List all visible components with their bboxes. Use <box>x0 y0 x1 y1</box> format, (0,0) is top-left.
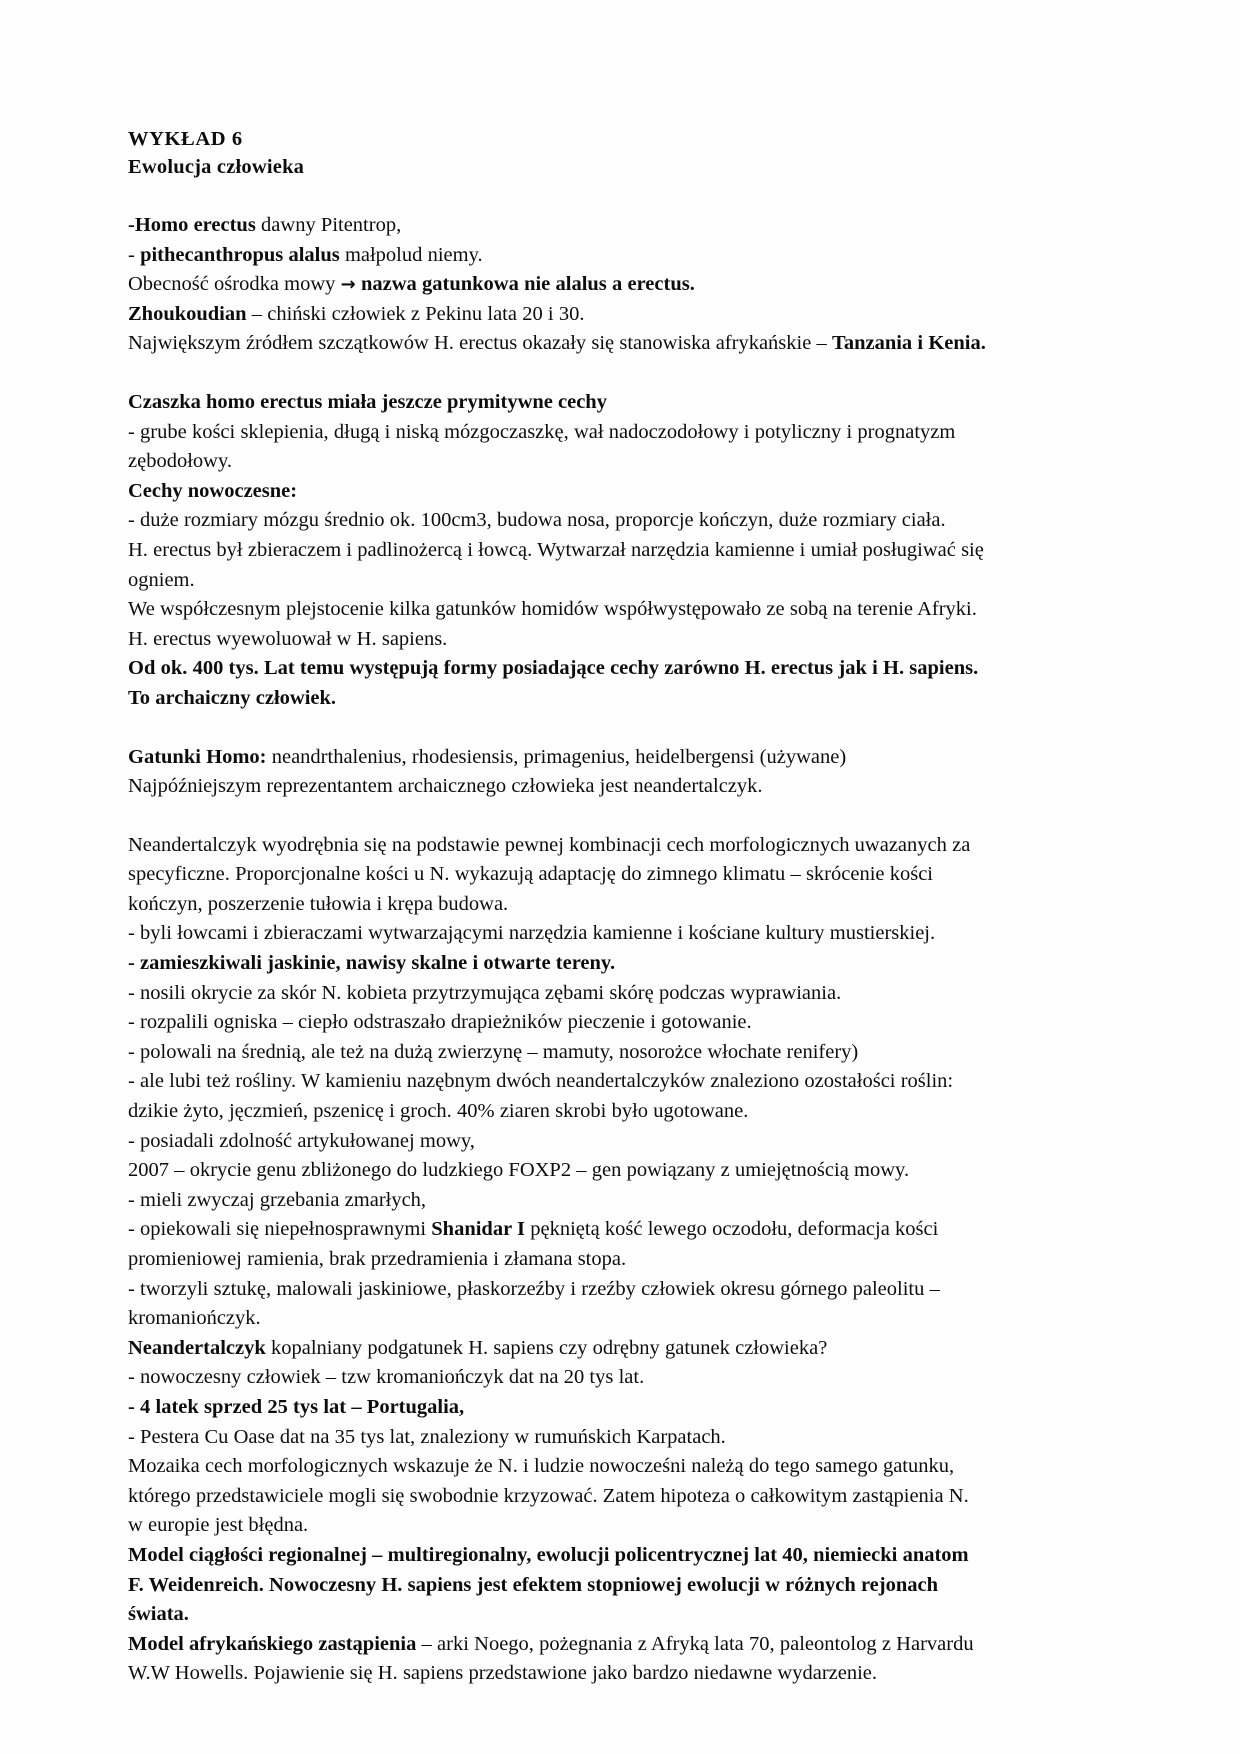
list-item-shanidar <box>128 1215 988 1274</box>
list-item-portugalia: - 4 latek sprzed 25 tys lat – Portugalia, <box>128 1395 465 1418</box>
term-pithecanthropus-alalus: pithecanthropus alalus <box>140 243 340 266</box>
term-gatunki-homo: Gatunki Homo: <box>128 745 267 768</box>
text-homo-erectus-rest: dawny Pitentrop, <box>255 214 402 236</box>
text-zhoukoudian-rest: – chiński człowiek z Pekinu lata 20 i 30. <box>246 302 585 325</box>
paragraph-duze-rozmiary-mozgu: - duże rozmiary mózgu średnio ok. 100cm3, budowa nosa, proporcje kończyn, duże rozmiary ciała. <box>128 509 946 532</box>
text-opiekowali-sie: - opiekowali się niepełnosprawnymi <box>128 1218 432 1241</box>
paragraph-model-afrykanskiego-zastapienia <box>128 1630 988 1689</box>
term-tanzania-kenia: Tanzania i Kenia. <box>832 332 986 355</box>
page-subtitle: Ewolucja człowieka <box>128 156 305 178</box>
text-gatunki-homo-list: neandrthalenius, rhodesiensis, primagenius, heidelbergensi (używane) <box>266 745 847 768</box>
paragraph-zbieracz-padlinozerca: H. erectus był zbieraczem i padlinożercą i łowcą. Wytwarzał narzędzia kamienne i umiał posługiwać się ogniem. <box>128 538 984 591</box>
list-item-okrycie-ze-skor: - nosili okrycie za skór N. kobieta przytrzymująca zębami skórę podczas wyprawiania. <box>128 981 842 1004</box>
section-heading-cechy-nowoczesne: Cechy nowoczesne: <box>128 479 298 502</box>
paragraph-mozaika-cech: Mozaika cech morfologicznych wskazuje że N. i ludzie nowocześni należą do tego samego gatunku, którego przedstawiciele mogli się swobodnie krzyzować. Zatem hipoteza o całkowitym zastąpienia N. w europie jest błędna. <box>128 1455 969 1537</box>
paragraph-prymitywne-cechy: - grube kości sklepienia, długą i niską mózgoczaszkę, wał nadoczodołowy i potyliczny i prognatyzm zębodołowy. <box>128 420 956 473</box>
paragraph-gatunki-homo <box>128 743 988 773</box>
paragraph-archaiczny-czlowiek: Od ok. 400 tys. Lat temu występują formy posiadające cechy zarówno H. erectus jak i H. sapiens. To archaiczny człowiek. <box>128 657 979 709</box>
document-body <box>128 126 988 1689</box>
bullet-dash-pithecanthropus: - <box>128 243 141 266</box>
text-pithecanthropus-rest: małpolud niemy. <box>339 243 483 266</box>
term-homo-erectus: -Homo erectus <box>128 214 256 236</box>
text-model-afrykanskiego-rest: – arki Noego, pożegnania z Afryką lata 70, paleontolog z Harvardu W.W Howells. Pojawienie się H. sapiens przedstawione jako bardzo niedawne wydarzenie. <box>128 1632 974 1685</box>
text-osrodek-mowy: Obecność ośrodka mowy <box>128 273 341 296</box>
term-zhoukoudian: Zhoukoudian <box>128 302 247 325</box>
list-item-jaskinie: - zamieszkiwali jaskinie, nawisy skalne i otwarte tereny. <box>128 952 616 975</box>
list-item-pestera-cu-oase: - Pestera Cu Oase dat na 35 tys lat, znaleziony w rumuńskich Karpatach. <box>128 1425 726 1448</box>
section-heading-czaszka: Czaszka homo erectus miała jeszcze prymitywne cechy <box>128 390 607 413</box>
list-item-sztuka: - tworzyli sztukę, malowali jaskiniowe, płaskorzeźby i rzeźby człowiek okresu górnego paleolitu – kromaniończyk. <box>128 1277 940 1330</box>
list-item-polowania: - polowali na średnią, ale też na dużą zwierzynę – mamuty, nosorożce włochate renifery) <box>128 1040 859 1063</box>
list-item-lowcy-zbieracze: - byli łowcami i zbieraczami wytwarzającymi narzędzia kamienne i kościane kultury mustierskiej. <box>128 922 936 945</box>
paragraph-najpozniejszy-reprezentant: Najpóźniejszym reprezentantem archaicznego człowieka jest neandertalczyk. <box>128 775 763 798</box>
list-item-mowa-artykulowana: - posiadali zdolność artykułowanej mowy, <box>128 1129 475 1152</box>
text-nazwa-gatunkowa: nazwa gatunkowa nie alalus a erectus. <box>355 273 695 296</box>
paragraph-homo-erectus <box>128 211 988 359</box>
term-model-afrykanskiego-zastapienia: Model afrykańskiego zastąpienia <box>128 1632 417 1655</box>
list-item-foxp2: 2007 – okrycie genu zbliżonego do ludzkiego FOXP2 – gen powiązany z umiejętnością mowy. <box>128 1159 910 1182</box>
list-item-rosliny: - ale lubi też rośliny. W kamieniu nazębnym dwóch neandertalczyków znaleziono ozostałości roślin: dzikie żyto, jęczmień, pszenicę i groch. 40% ziaren skrobi było ugotowane. <box>128 1070 954 1123</box>
list-item-ogniska: - rozpalili ogniska – ciepło odstraszało drapieżników pieczenie i gotowanie. <box>128 1011 752 1034</box>
paragraph-plejstocen: We współczesnym plejstocenie kilka gatunków homidów współwystępowało ze sobą na terenie Afryki. H. erectus wyewoluował w H. sapiens. <box>128 598 977 650</box>
term-shanidar-i: Shanidar I <box>431 1218 526 1241</box>
paragraph-neandertalczyk-opis: Neandertalczyk wyodrębnia się na podstawie pewnej kombinacji cech morfologicznych uwazanych za specyficzne. Proporcjonalne kości u N. wykazują adaptację do zimnego klimatu – skrócenie kości kończyn, poszerzenie tułowia i krępa budowa. <box>128 833 971 915</box>
list-item-grzebanie-zmarlych: - mieli zwyczaj grzebania zmarłych, <box>128 1188 427 1211</box>
paragraph-neandertalczyk-pytanie <box>128 1334 988 1364</box>
text-najwieksze-zrodlo: Największym źródłem szczątkowów H. erectus okazały się stanowiska afrykańskie – <box>128 332 833 355</box>
right-arrow-icon: → <box>340 274 356 296</box>
term-neandertalczyk: Neandertalczyk <box>128 1336 266 1359</box>
text-neandertalczyk-pytanie: kopalniany podgatunek H. sapiens czy odrębny gatunek człowieka? <box>265 1336 828 1359</box>
page-title: WYKŁAD 6 <box>128 128 243 150</box>
list-item-kromanionczyk: - nowoczesny człowiek – tzw kromaniończyk dat na 20 tys lat. <box>128 1366 645 1389</box>
text-shanidar-rest: pękniętą kość lewego oczodołu, deformacja kości promieniowej ramienia, brak przedramienia i złamana stopa. <box>128 1218 939 1270</box>
paragraph-model-ciaglosci-regionalnej: Model ciągłości regionalnej – multiregionalny, ewolucji policentrycznej lat 40, niemiecki anatom F. Weidenreich. Nowoczesny H. sapiens jest efektem stopniowej ewolucji w różnych rejonach świata. <box>128 1543 969 1626</box>
